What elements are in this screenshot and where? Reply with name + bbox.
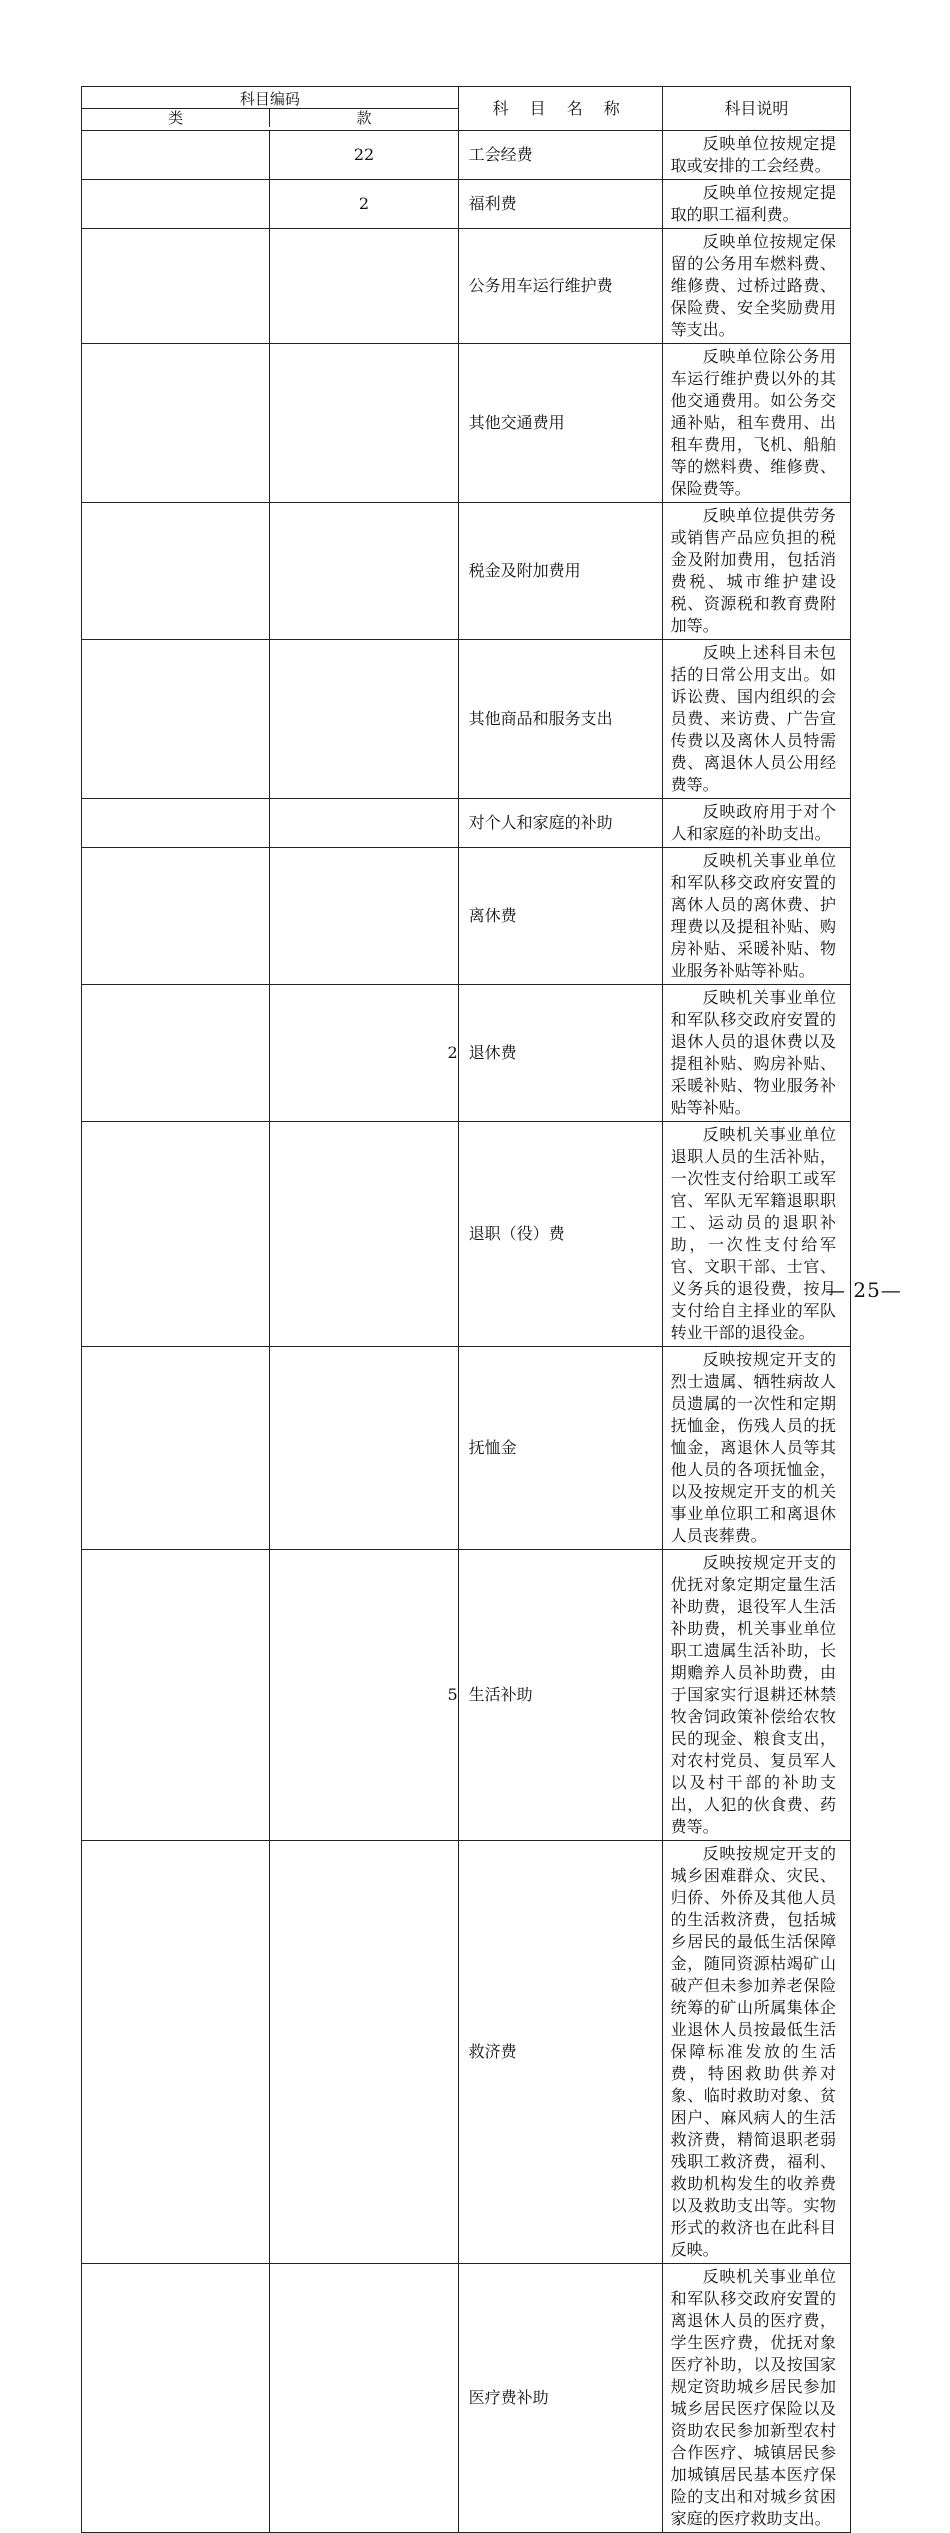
cell-subject-description (662, 985, 850, 1122)
cell-subject-description (662, 180, 850, 229)
cell-kuan (270, 799, 458, 848)
cell-lei (82, 180, 270, 229)
cell-subject-description (662, 799, 850, 848)
table-row (82, 503, 851, 640)
table-row (82, 1347, 851, 1550)
page-number: — 25— (825, 1278, 902, 1302)
cell-subject-description (662, 131, 850, 180)
table-header-row (82, 87, 851, 131)
cell-kuan (270, 1841, 458, 2264)
table-row (82, 229, 851, 344)
table-row (82, 799, 851, 848)
table-row (82, 344, 851, 503)
header-code: 科目编码 (82, 90, 458, 109)
cell-kuan (270, 2264, 458, 2533)
cell-lei (82, 1347, 270, 1550)
table-row (82, 985, 851, 1122)
cell-subject-description (662, 2264, 850, 2533)
cell-subject-description (662, 344, 850, 503)
cell-kuan (270, 640, 458, 799)
cell-subject-name: 救济费 (458, 1841, 662, 2264)
header-name: 科 目 名 称 (458, 87, 662, 131)
cell-subject-name: 其他商品和服务支出 (458, 640, 662, 799)
cell-lei (82, 131, 270, 180)
cell-subject-description (662, 1122, 850, 1347)
cell-lei (82, 503, 270, 640)
description-text: 反映政府用于对个人和家庭的补助支出。 (670, 802, 836, 843)
cell-kuan (270, 229, 458, 344)
cell-lei (82, 229, 270, 344)
subject-table (81, 86, 851, 2533)
cell-lei (82, 799, 270, 848)
description-text: 反映机关事业单位和军队移交政府安置的退休人员的退休费以及提租补贴、购房补贴、采暖补贴、物业服务补贴等补贴。 (670, 988, 836, 1117)
cell-subject-description (662, 1347, 850, 1550)
cell-kuan: 2 (270, 180, 458, 229)
cell-subject-name: 医疗费补助 (458, 2264, 662, 2533)
description-text: 反映机关事业单位和军队移交政府安置的离休人员的离休费、护理费以及提租补贴、购房补贴、采暖补贴、物业服务补贴等补贴。 (670, 851, 836, 980)
cell-lei (82, 1550, 270, 1841)
cell-subject-description (662, 848, 850, 985)
description-text: 反映机关事业单位退职人员的生活补贴，一次性支付给职工或军官、军队无军籍退职职工、运动员的退职补助，一次性支付给军官、文职干部、士官、义务兵的退役费，按月支付给自主择业的军队转业干部的退役金。 (670, 1125, 836, 1342)
header-lei: 类 (82, 109, 270, 127)
cell-subject-description (662, 640, 850, 799)
cell-subject-name: 抚恤金 (458, 1347, 662, 1550)
cell-kuan: 2 (270, 985, 458, 1122)
cell-lei (82, 848, 270, 985)
cell-subject-name: 公务用车运行维护费 (458, 229, 662, 344)
table-row (82, 131, 851, 180)
cell-kuan (270, 1122, 458, 1347)
cell-subject-name: 退职（役）费 (458, 1122, 662, 1347)
cell-lei (82, 985, 270, 1122)
header-code-sub (82, 109, 458, 127)
cell-kuan (270, 1347, 458, 1550)
table-row (82, 1841, 851, 2264)
cell-lei (82, 1841, 270, 2264)
description-text: 反映按规定开支的烈士遗属、牺牲病故人员遗属的一次性和定期抚恤金，伤残人员的抚恤金，离退休人员等其他人员的各项抚恤金，以及按规定开支的机关事业单位职工和离退休人员丧葬费。 (670, 1350, 836, 1545)
cell-kuan: 22 (270, 131, 458, 180)
description-text: 反映单位按规定保留的公务用车燃料费、维修费、过桥过路费、保险费、安全奖励费用等支出。 (670, 232, 836, 339)
table-row (82, 2264, 851, 2533)
cell-subject-name: 其他交通费用 (458, 344, 662, 503)
cell-subject-name: 对个人和家庭的补助 (458, 799, 662, 848)
cell-subject-name: 福利费 (458, 180, 662, 229)
description-text: 反映单位按规定提取或安排的工会经费。 (670, 134, 836, 175)
table-row (82, 640, 851, 799)
description-text: 反映单位按规定提取的职工福利费。 (670, 183, 836, 224)
cell-subject-description (662, 1550, 850, 1841)
description-text: 反映单位提供劳务或销售产品应负担的税金及附加费用，包括消费税、城市维护建设税、资源税和教育费附加等。 (670, 506, 836, 635)
cell-kuan (270, 344, 458, 503)
cell-subject-name: 生活补助 (458, 1550, 662, 1841)
cell-lei (82, 2264, 270, 2533)
header-kuan: 款 (356, 109, 372, 127)
table-row (82, 180, 851, 229)
description-text: 反映机关事业单位和军队移交政府安置的离退休人员的医疗费，学生医疗费，优抚对象医疗补助，以及按国家规定资助城乡居民参加城乡居民医疗保险以及资助农民参加新型农村合作医疗、城镇居民参加城镇居民基本医疗保险的支出和对城乡贫困家庭的医疗救助支出。 (670, 2267, 836, 2528)
description-text: 反映单位除公务用车运行维护费以外的其他交通费用。如公务交通补贴，租车费用、出租车费用，飞机、船舶等的燃料费、维修费、保险费等。 (670, 347, 836, 498)
description-text: 反映上述科目未包括的日常公用支出。如诉讼费、国内组织的会员费、来访费、广告宣传费以及离休人员特需费、离退休人员公用经费等。 (670, 643, 836, 794)
cell-subject-description (662, 1841, 850, 2264)
description-text: 反映按规定开支的城乡困难群众、灾民、归侨、外侨及其他人员的生活救济费，包括城乡居民的最低生活保障金，随同资源枯竭矿山破产但未参加养老保险统筹的矿山所属集体企业退休人员按最低生活保障标准发放的生活费，特困救助供养对象、临时救助对象、贫困户、麻风病人的生活救济费，精简退职老弱残职工救济费，福利、救助机构发生的收养费以及救助支出等。实物形式的救济也在此科目反映。 (670, 1844, 836, 2259)
cell-lei (82, 640, 270, 799)
cell-lei (82, 344, 270, 503)
header-desc: 科目说明 (662, 87, 850, 131)
cell-subject-description (662, 229, 850, 344)
description-text: 反映按规定开支的优抚对象定期定量生活补助费，退役军人生活补助费，机关事业单位职工遗属生活补助，长期赡养人员补助费，由于国家实行退耕还林禁牧舍饲政策补偿给农牧民的现金、粮食支出，对农村党员、复员军人以及村干部的补助支出，人犯的伙食费、药费等。 (670, 1553, 836, 1836)
cell-subject-name: 税金及附加费用 (458, 503, 662, 640)
header-code-cell (82, 87, 459, 131)
cell-subject-name: 工会经费 (458, 131, 662, 180)
cell-subject-name: 离休费 (458, 848, 662, 985)
cell-subject-description (662, 503, 850, 640)
cell-kuan (270, 848, 458, 985)
cell-kuan: 5 (270, 1550, 458, 1841)
table-row (82, 1550, 851, 1841)
cell-subject-name: 退休费 (458, 985, 662, 1122)
table-row (82, 1122, 851, 1347)
cell-kuan (270, 503, 458, 640)
cell-lei (82, 1122, 270, 1347)
table-row (82, 848, 851, 985)
